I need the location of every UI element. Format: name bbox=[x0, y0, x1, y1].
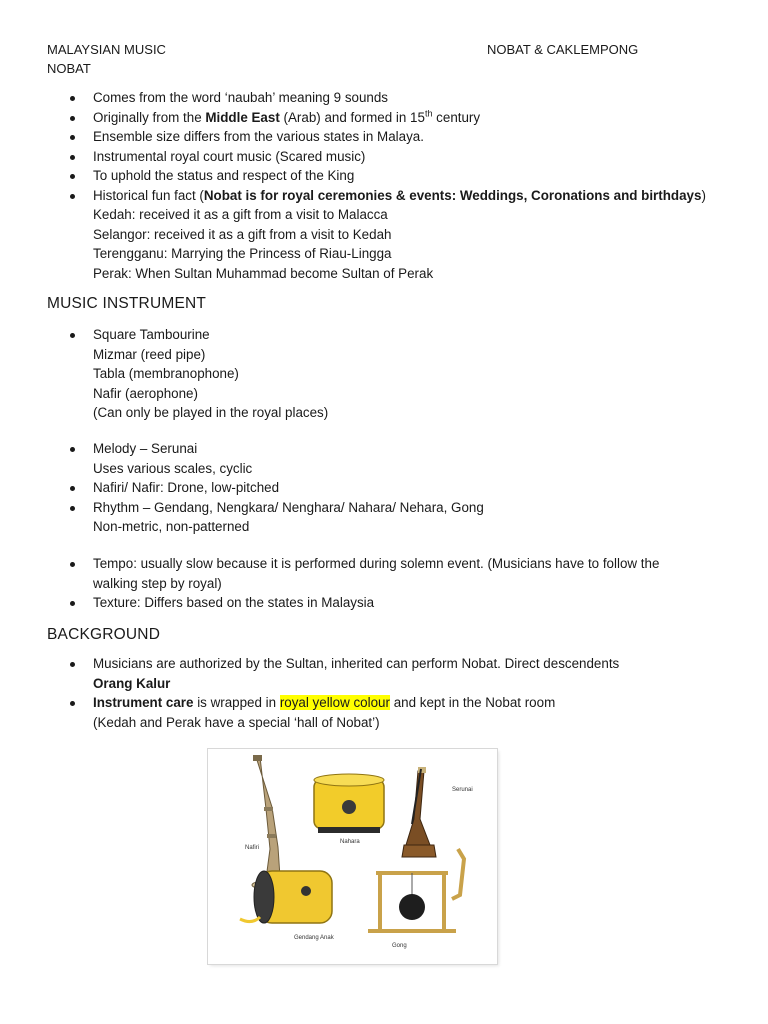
list-item: Historical fun fact (Nobat is for royal ceremonies & events: Weddings, Coronations and birthdays) Kedah: received it as a gift from a visit to Malacca Selangor: received it as a gift from a visit to Kedah Terengganu: Marrying the Princess of Riau-Lingga Perak: When Sultan Muhammad become Sultan of Perak bbox=[0, 186, 768, 284]
bullet-icon bbox=[70, 447, 75, 452]
bullet-icon bbox=[70, 562, 75, 567]
bullet-icon bbox=[70, 486, 75, 491]
bullet-icon bbox=[70, 506, 75, 511]
gendang-label: Gendang Anak bbox=[294, 935, 334, 941]
bullet-icon bbox=[70, 174, 75, 179]
bullet-icon bbox=[70, 135, 75, 140]
instrument-list-2 bbox=[0, 439, 768, 537]
list-item: Comes from the word ‘naubah’ meaning 9 sounds bbox=[0, 88, 768, 108]
instrument-figure bbox=[208, 749, 497, 964]
doc-subtitle: NOBAT bbox=[47, 61, 91, 76]
doc-header-right: NOBAT & CAKLEMPONG bbox=[487, 42, 639, 57]
list-item: Musicians are authorized by the Sultan, inherited can perform Nobat. Direct descendents Orang Kalur bbox=[0, 654, 768, 693]
list-item: Originally from the Middle East (Arab) and formed in 15th century bbox=[0, 108, 768, 128]
intro-list bbox=[0, 88, 768, 283]
list-item: Ensemble size differs from the various states in Malaya. bbox=[0, 127, 768, 147]
instrument-list-3 bbox=[0, 554, 768, 613]
list-item: To uphold the status and respect of the King bbox=[0, 166, 768, 186]
gong-illustration bbox=[368, 849, 464, 931]
gendang-illustration bbox=[240, 871, 332, 923]
list-item: Texture: Differs based on the states in Malaysia bbox=[0, 593, 768, 613]
list-item: Instrumental royal court music (Scared music) bbox=[0, 147, 768, 167]
list-item: Rhythm – Gendang, Nengkara/ Nenghara/ Nahara/ Nehara, Gong Non-metric, non-patterned bbox=[0, 498, 768, 537]
bullet-icon bbox=[70, 194, 75, 199]
nafiri-illustration bbox=[252, 755, 280, 889]
bullet-icon bbox=[70, 96, 75, 101]
background-list bbox=[0, 654, 768, 732]
instrument-list-1 bbox=[0, 325, 768, 423]
list-item: Nafiri/ Nafir: Drone, low-pitched bbox=[0, 478, 768, 498]
nahara-label: Nahara bbox=[340, 839, 360, 845]
bullet-icon bbox=[70, 155, 75, 160]
serunai-illustration bbox=[402, 767, 436, 857]
section-heading-background: BACKGROUND bbox=[47, 626, 161, 643]
list-item: Square Tambourine Mizmar (reed pipe) Tabla (membranophone) Nafir (aerophone) (Can only be played in the royal places) bbox=[0, 325, 768, 423]
bullet-icon bbox=[70, 333, 75, 338]
bullet-icon bbox=[70, 701, 75, 706]
list-item: Melody – Serunai Uses various scales, cyclic bbox=[0, 439, 768, 478]
instrument-illustration bbox=[208, 749, 497, 964]
gong-label: Gong bbox=[392, 943, 407, 949]
nahara-illustration bbox=[314, 774, 384, 833]
highlighted-text: royal yellow colour bbox=[279, 695, 390, 710]
doc-header-left: MALAYSIAN MUSIC bbox=[47, 42, 166, 57]
section-heading-instruments: MUSIC INSTRUMENT bbox=[47, 295, 207, 312]
bullet-icon bbox=[70, 116, 75, 121]
bullet-icon bbox=[70, 662, 75, 667]
bullet-icon bbox=[70, 601, 75, 606]
list-item: Tempo: usually slow because it is performed during solemn event. (Musicians have to follow the walking step by royal) bbox=[0, 554, 768, 593]
serunai-label: Serunai bbox=[452, 787, 473, 793]
list-item: Instrument care is wrapped in royal yellow colour and kept in the Nobat room (Kedah and Perak have a special ‘hall of Nobat’) bbox=[0, 693, 768, 732]
nafiri-label: Nafiri bbox=[245, 845, 260, 851]
